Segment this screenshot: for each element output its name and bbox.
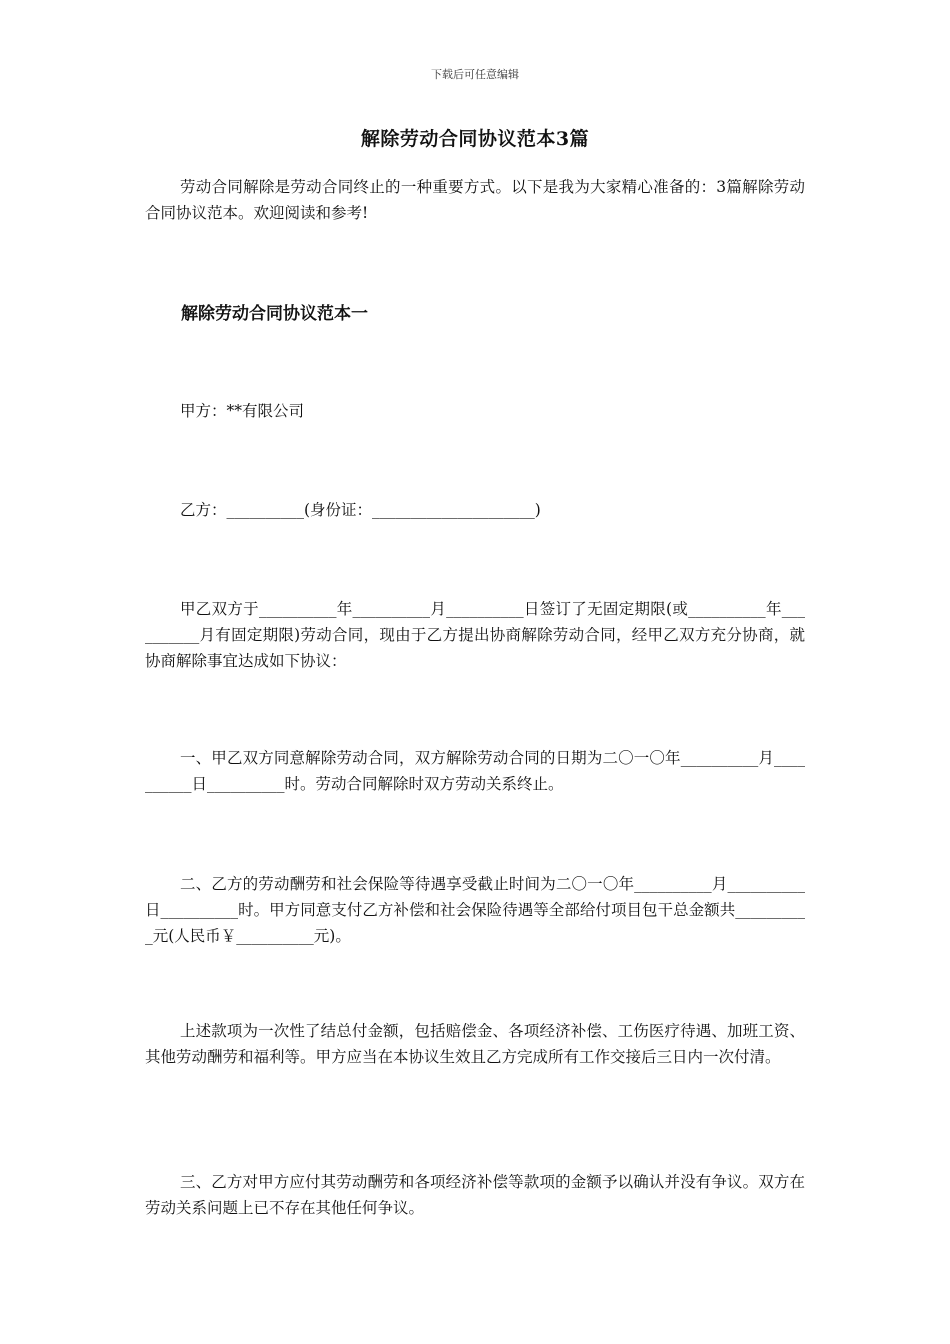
party-a-line: 甲方：**有限公司: [180, 402, 305, 420]
preamble-paragraph: 甲乙双方于__________年__________月__________日签订了无固定期限(或__________年__________月有固定期限)劳动合同，现由于乙方提出协商解除劳动合同，经甲乙双方充分协商，就协商解除事宜达成如下协议：: [145, 600, 805, 670]
header-note: 下载后可任意编辑: [431, 68, 519, 81]
payment-note-paragraph: 上述款项为一次性了结总付金额，包括赔偿金、各项经济补偿、工伤医疗待遇、加班工资、其他劳动酬劳和福利等。甲方应当在本协议生效且乙方完成所有工作交接后三日内一次付清。: [145, 1022, 805, 1066]
party-b-line: 乙方：__________(身份证：_____________________): [180, 501, 541, 519]
intro-paragraph: 劳动合同解除是劳动合同终止的一种重要方式。以下是我为大家精心准备的：3篇解除劳动合同协议范本。欢迎阅读和参考!: [145, 178, 805, 222]
clause-2-paragraph: 二、乙方的劳动酬劳和社会保险等待遇享受截止时间为二〇一〇年__________月__________日__________时。甲方同意支付乙方补偿和社会保险待遇等全部给付项目包干总金额共__________元(人民币￥__________元)。: [145, 875, 805, 945]
clause-3-paragraph: 三、乙方对甲方应付其劳动酬劳和各项经济补偿等款项的金额予以确认并没有争议。双方在劳动关系问题上已不存在其他任何争议。: [145, 1173, 805, 1217]
document-title: 解除劳动合同协议范本3篇: [360, 128, 590, 150]
section-heading-1: 解除劳动合同协议范本一: [181, 304, 368, 324]
clause-1-paragraph: 一、甲乙双方同意解除劳动合同，双方解除劳动合同的日期为二〇一〇年__________月__________日__________时。劳动合同解除时双方劳动关系终止。: [145, 749, 805, 793]
